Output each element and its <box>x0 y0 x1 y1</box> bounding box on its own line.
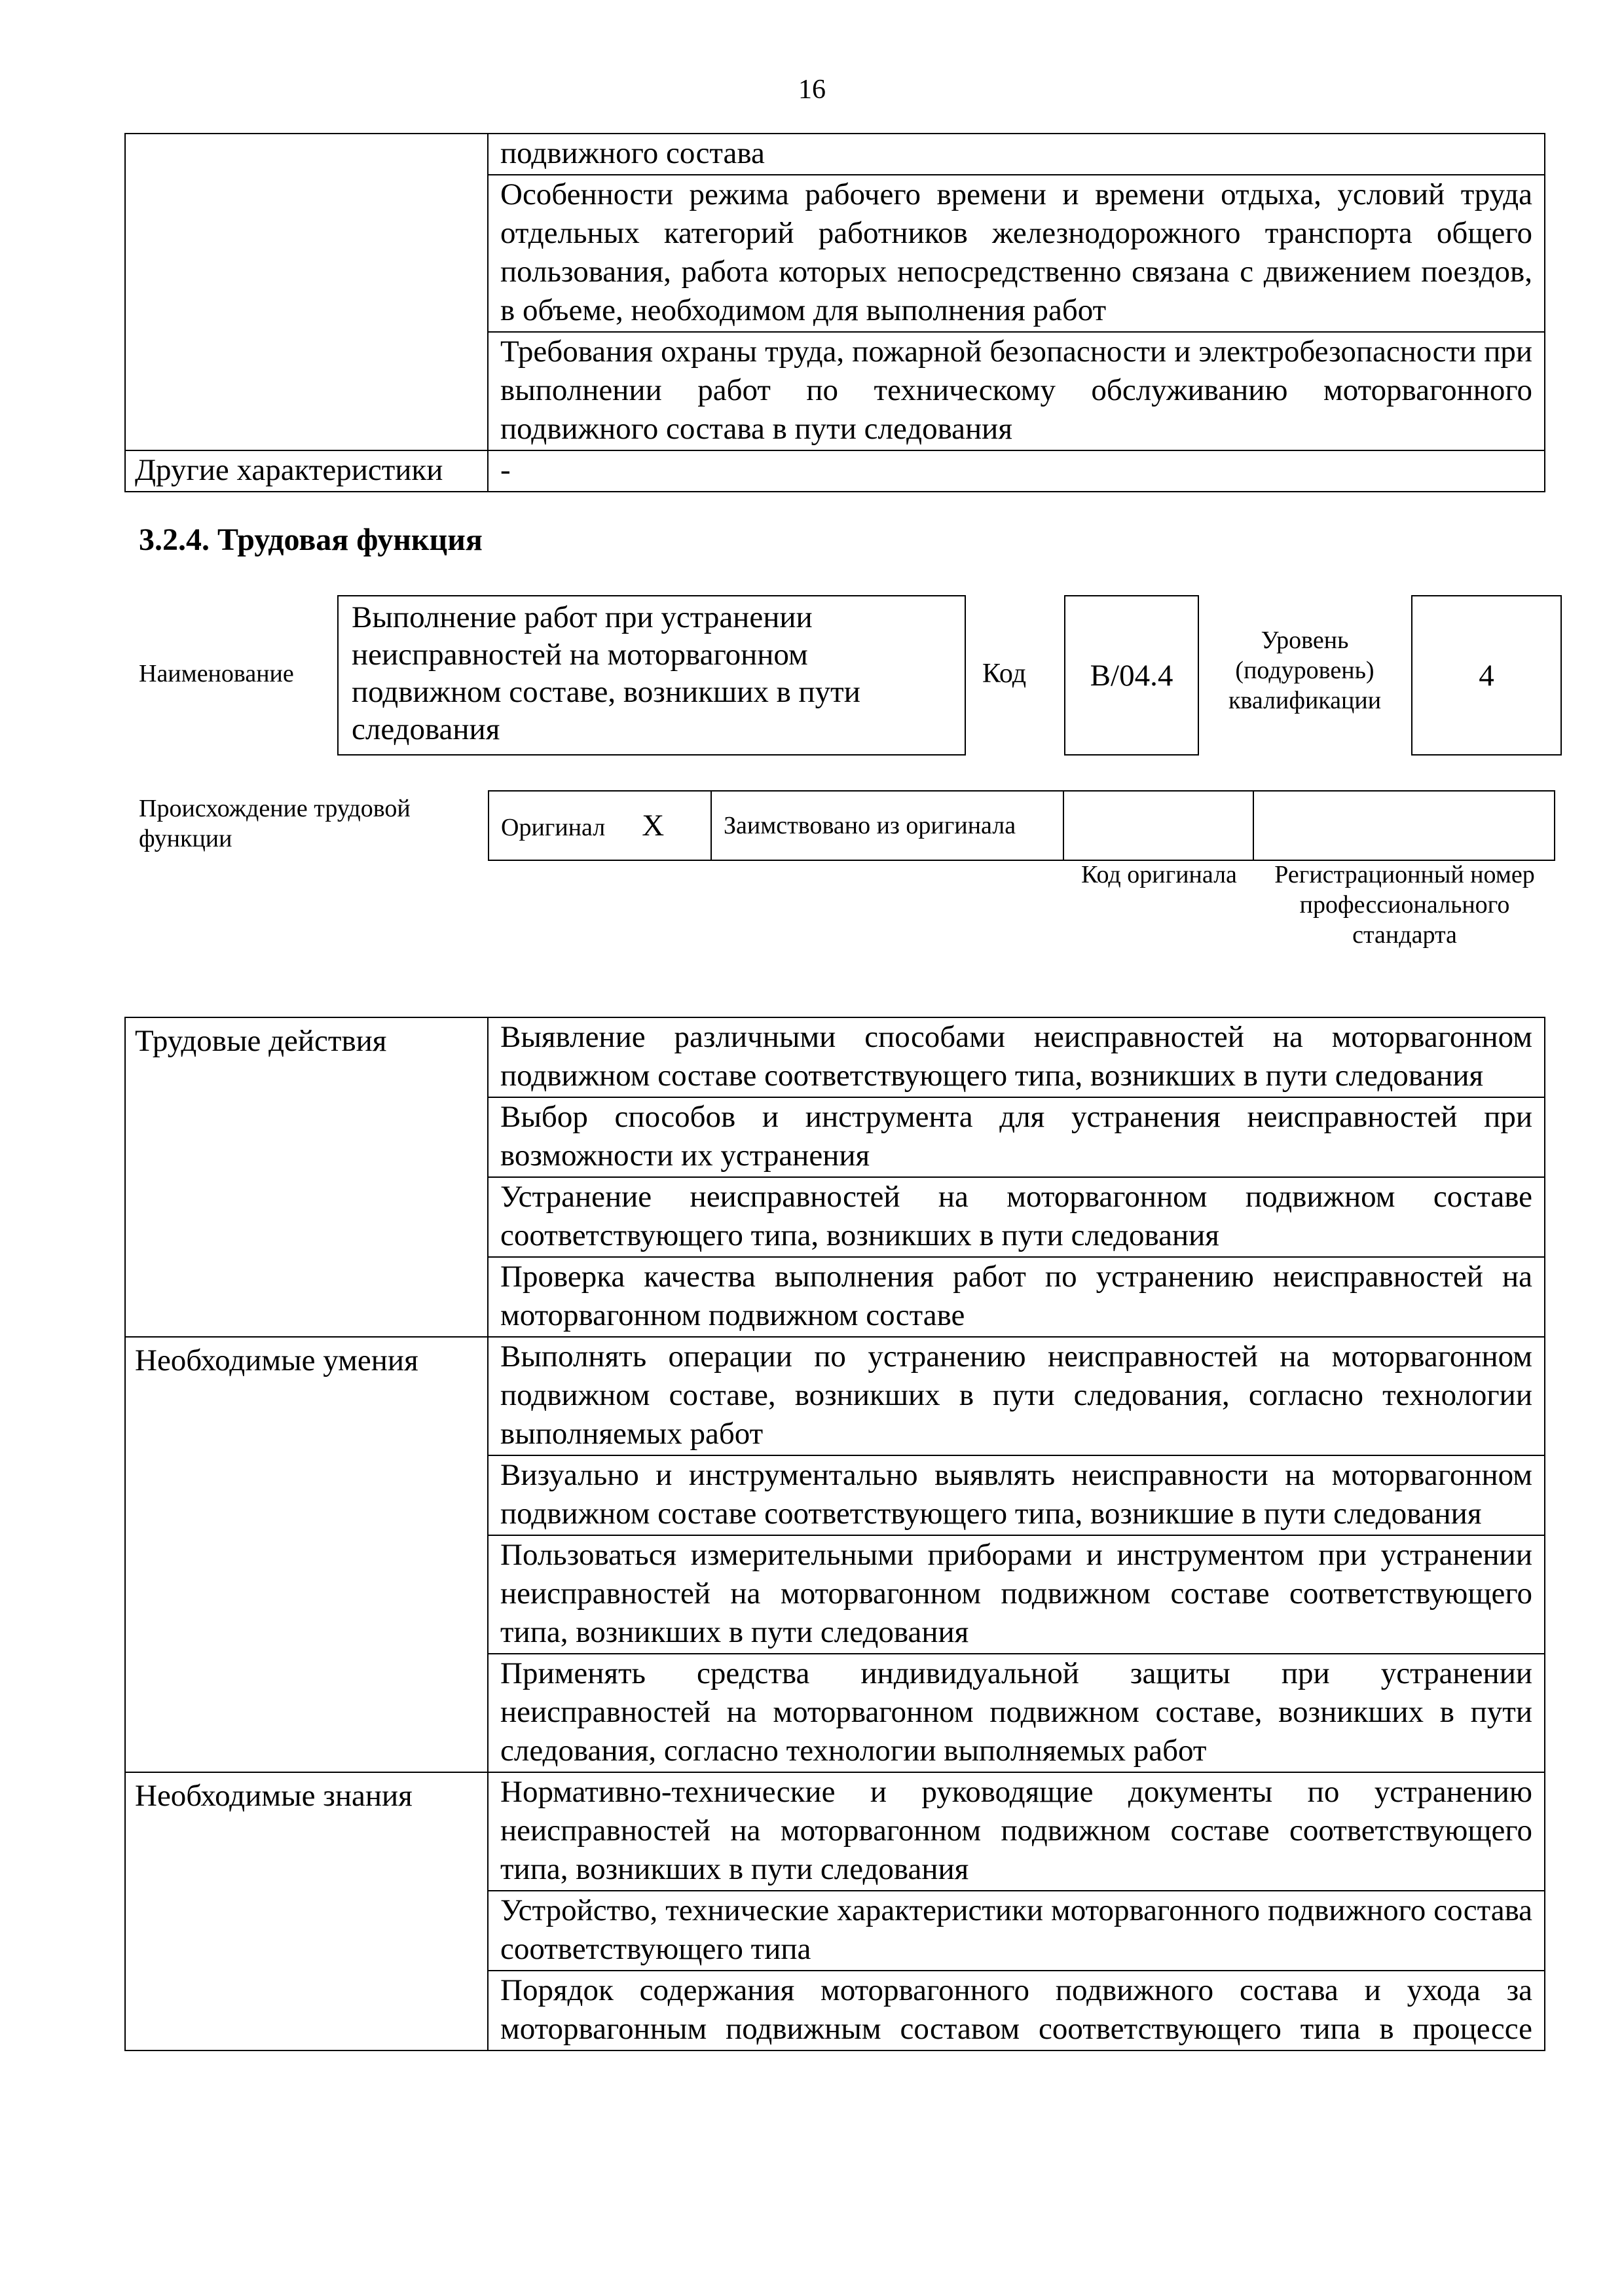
borrowed-label: Заимствовано из оригинала <box>724 812 1016 839</box>
list-item: Выявление различными способами неисправностей на моторвагонном подвижном составе соответствующего типа, возникших в пути следования <box>500 1020 1532 1093</box>
function-name-box <box>337 595 966 756</box>
list-item: Требования охраны труда, пожарной безопасности и электробезопасности при выполнении работ по техническому обслуживанию моторвагонного подвижного состава в пути следования <box>489 331 1544 450</box>
code-box <box>1064 595 1199 756</box>
code-value: B/04.4 <box>1090 658 1173 693</box>
list-item: подвижного состава <box>500 136 765 170</box>
required-skills-cell <box>488 1337 1545 1772</box>
level-box <box>1411 595 1562 756</box>
required-knowledge-cell <box>488 1772 1545 2050</box>
origin-table <box>488 790 1555 861</box>
code-caption: Код оригинала <box>1081 861 1237 888</box>
list-item: Пользоваться измерительными приборами и инструментом при устранении неисправностей на моторвагонном подвижном составе соответствующего типа, возникших в пути следования <box>489 1535 1544 1653</box>
list-item: Особенности режима рабочего времени и времени отдыха, условий труда отдельных категорий работников железнодорожного транспорта общего пользования, работа которых непосредственно связана с движением поездов, в объеме, необходимом для выполнения работ <box>489 174 1544 331</box>
table-row <box>125 1337 1545 1772</box>
list-item: Выполнять операции по устранению неисправностей на моторвагонном подвижном составе, возникших в пути следования, согласно технологии выполняемых работ <box>500 1339 1532 1451</box>
list-item: Нормативно-технические и руководящие документы по устранению неисправностей на моторвагонном подвижном составе соответствующего типа, возникших в пути следования <box>500 1775 1532 1886</box>
row-label-cell <box>125 134 488 450</box>
level-label: Уровень (подуровень) квалификации <box>1228 627 1382 714</box>
table-row <box>125 1772 1545 2050</box>
other-characteristics-value: - <box>500 453 511 487</box>
list-item: Визуально и инструментально выявлять неисправности на моторвагонном подвижном составе соответствующего типа, возникшие в пути следования <box>489 1455 1544 1535</box>
original-mark: X <box>642 809 665 843</box>
function-name-value: Выполнение работ при устранении неисправностей на моторвагонном подвижном составе, возникших в пути следования <box>352 600 860 746</box>
name-label: Наименование <box>139 660 294 687</box>
registration-number-cell <box>1253 791 1555 860</box>
required-skills-label: Необходимые умения <box>125 1337 488 1772</box>
list-item: Выбор способов и инструмента для устранения неисправностей при возможности их устранения <box>489 1097 1544 1176</box>
original-cell <box>489 791 711 860</box>
page-number: 16 <box>798 75 826 105</box>
labor-actions-cell <box>488 1017 1545 1337</box>
section-heading: 3.2.4. Трудовая функция <box>139 522 483 557</box>
table-row <box>489 791 1555 860</box>
list-item: Устранение неисправностей на моторвагонном подвижном составе соответствующего типа, возникших в пути следования <box>489 1176 1544 1256</box>
table-row <box>125 134 1545 450</box>
table-row <box>125 1017 1545 1337</box>
origin-label: Происхождение трудовой функции <box>139 795 411 852</box>
other-characteristics-label: Другие характеристики <box>125 450 488 492</box>
continuation-table <box>124 133 1545 492</box>
list-item: Проверка качества выполнения работ по устранению неисправностей на моторвагонном подвижном составе <box>489 1256 1544 1336</box>
original-code-cell <box>1063 791 1253 860</box>
required-knowledge-label: Необходимые знания <box>125 1772 488 2050</box>
code-label: Код <box>982 659 1027 689</box>
list-item: Устройство, технические характеристики моторвагонного подвижного состава соответствующего типа <box>489 1890 1544 1970</box>
table-row <box>125 450 1545 492</box>
original-label: Оригинал <box>501 814 606 841</box>
labor-actions-label: Трудовые действия <box>125 1017 488 1337</box>
function-details-table <box>124 1017 1545 2051</box>
row-items-cell <box>488 134 1545 450</box>
level-value: 4 <box>1479 658 1494 693</box>
registration-caption: Регистрационный номер профессионального стандарта <box>1274 861 1535 949</box>
list-item: Порядок содержания моторвагонного подвижного состава и ухода за моторвагонным подвижным составом соответствующего типа в процессе <box>489 1970 1544 2050</box>
list-item: Применять средства индивидуальной защиты при устранении неисправностей на моторвагонном подвижном составе, возникших в пути следования, согласно технологии выполняемых работ <box>489 1653 1544 1772</box>
borrowed-cell <box>711 791 1063 860</box>
